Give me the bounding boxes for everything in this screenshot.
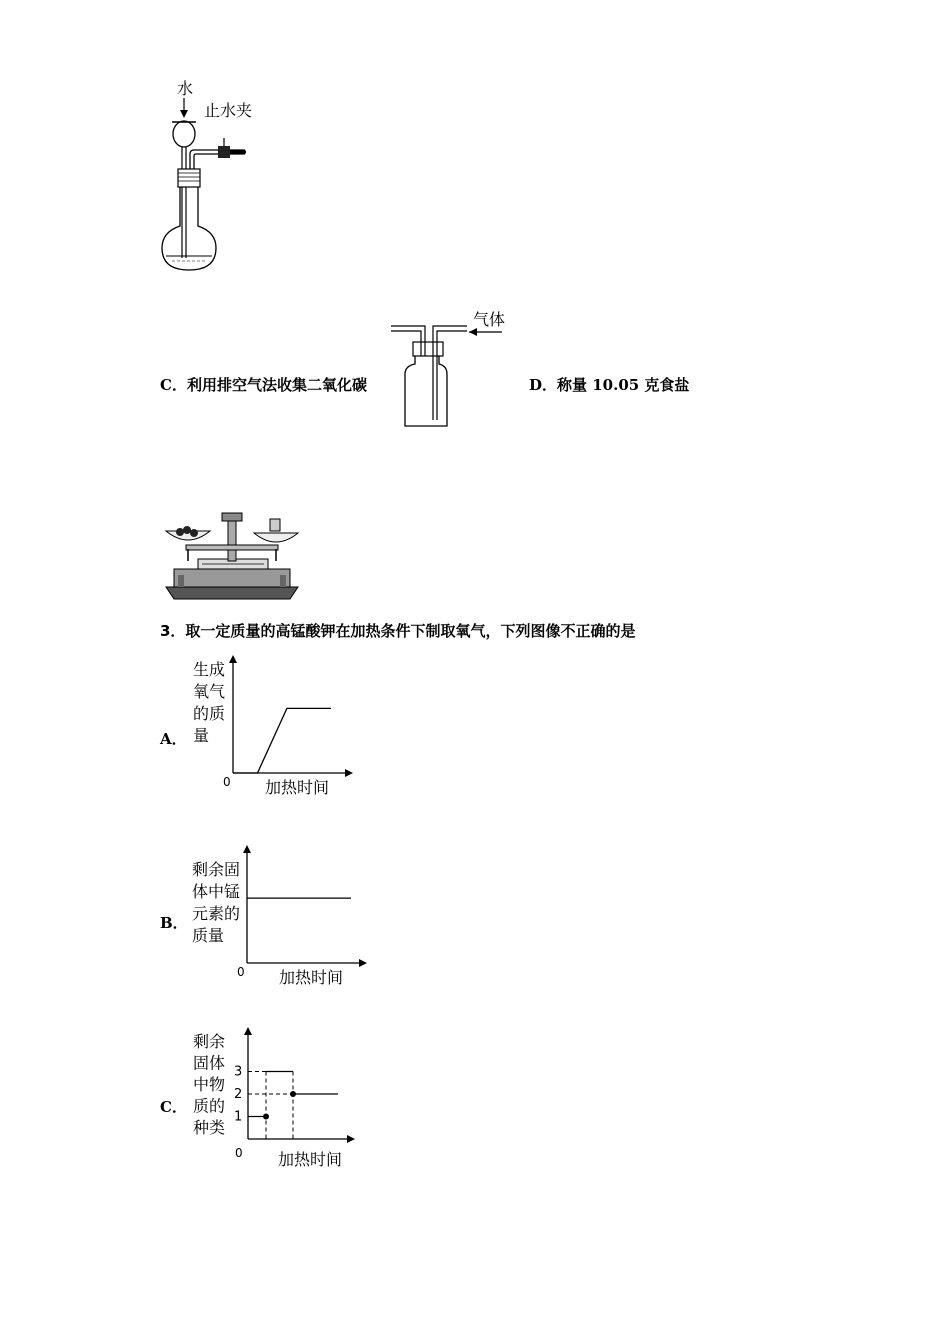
y-axis-label-line: 固体 (193, 1053, 226, 1073)
origin-label: 0 (237, 965, 245, 979)
chart-b-option-label: B． (160, 914, 188, 932)
gas-label: 气体 (473, 310, 506, 329)
series-line (233, 708, 331, 773)
chart-a (185, 655, 360, 800)
clamp-label: 止水夹 (204, 101, 253, 120)
gas-bottle-figure (385, 308, 515, 433)
chart-c-option-label: C． (160, 1098, 187, 1116)
x-axis-label: 加热时间 (265, 778, 330, 797)
option-c-label: C．利用排空气法收集二氧化碳 (160, 376, 367, 394)
chart-a-option-label: A． (160, 730, 187, 748)
y-axis-label-line: 质量 (192, 926, 225, 945)
x-axis-label: 加热时间 (279, 968, 344, 987)
y-axis-label-line: 氧气 (193, 682, 226, 701)
chart-c (185, 1025, 360, 1175)
y-axis-label-line: 剩余 (193, 1032, 226, 1051)
chart-b (185, 845, 375, 990)
flask-apparatus-figure (150, 78, 270, 278)
y-axis-label-line: 体中锰 (192, 882, 241, 901)
y-axis-label-line: 质的 (193, 1096, 226, 1116)
water-label: 水 (177, 79, 194, 98)
origin-label: 0 (235, 1146, 243, 1160)
y-axis-label-line: 中物 (193, 1075, 226, 1094)
y-axis-label-line: 剩余固 (192, 860, 241, 879)
balance-figure (160, 505, 305, 605)
question-3-text: 3．取一定质量的高锰酸钾在加热条件下制取氧气，下列图像不正确的是 (160, 622, 636, 640)
y-axis-label-line: 量 (193, 726, 210, 745)
y-tick-label: 1 (234, 1109, 243, 1125)
y-tick-label: 2 (234, 1087, 243, 1102)
y-axis-arrow (229, 655, 237, 663)
origin-label: 0 (223, 775, 231, 789)
data-point (290, 1091, 296, 1097)
x-axis-arrow (359, 959, 367, 967)
y-tick-label: 3 (234, 1064, 243, 1080)
y-axis-label-line: 元素的 (192, 904, 241, 923)
y-axis-label-line: 的质 (193, 704, 226, 723)
y-axis-label-line: 生成 (193, 660, 226, 679)
option-d-label: D．称量 10.05 克食盐 (529, 376, 690, 394)
data-point (263, 1114, 269, 1120)
y-axis-label-line: 种类 (193, 1118, 226, 1137)
x-axis-label: 加热时间 (278, 1150, 343, 1169)
x-axis-arrow (347, 1135, 355, 1143)
y-axis-arrow (244, 1027, 252, 1035)
y-axis-arrow (243, 845, 251, 853)
x-axis-arrow (345, 769, 353, 777)
